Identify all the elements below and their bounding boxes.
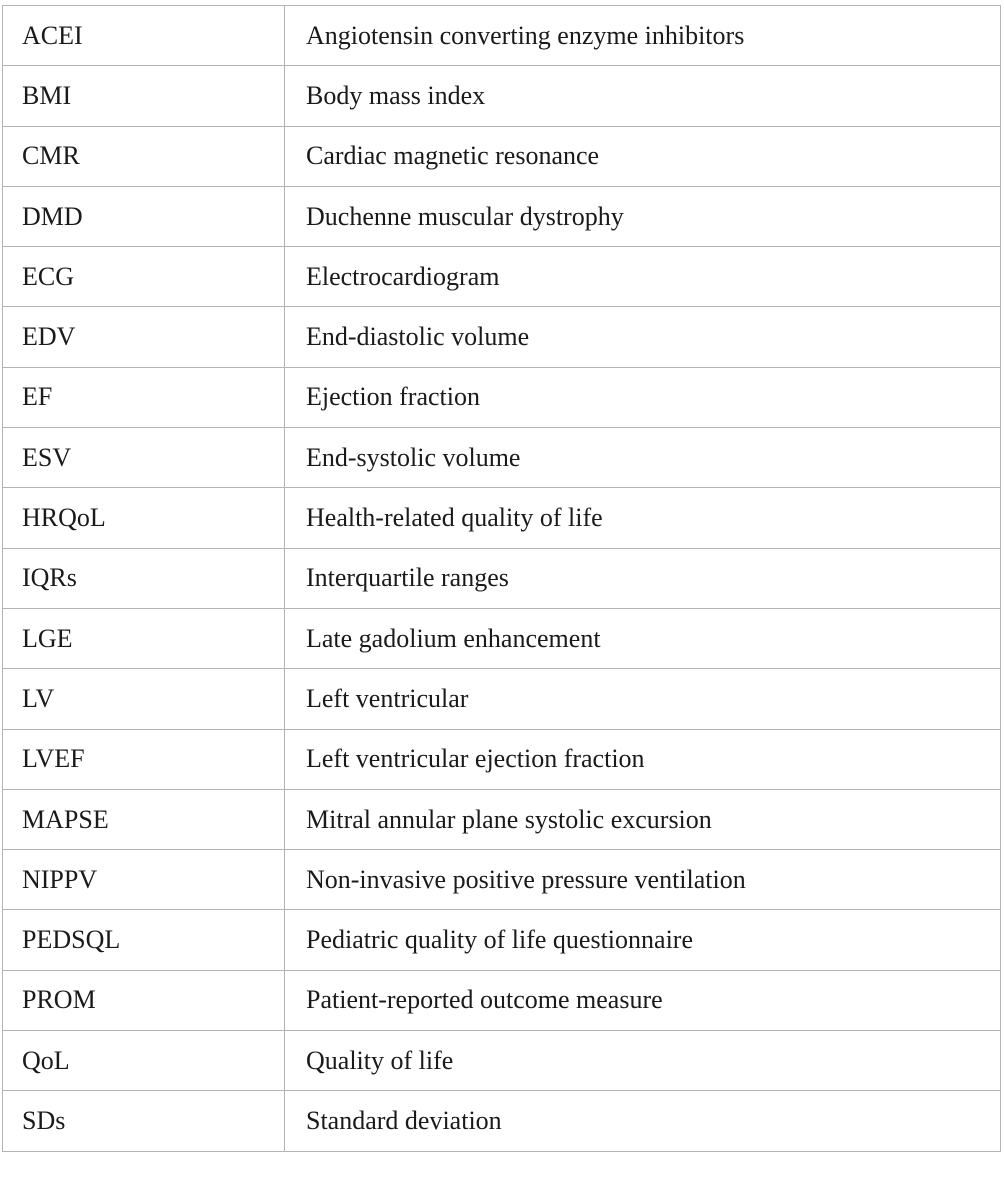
table-row [3,186,1001,246]
abbreviation-cell: NIPPV [3,850,285,910]
abbreviation-cell: IQRs [3,548,285,608]
definition-cell: Non-invasive positive pressure ventilation [285,850,1001,910]
abbreviation-cell: QoL [3,1031,285,1091]
abbreviation-cell: PEDSQL [3,910,285,970]
definition-cell: End-systolic volume [285,428,1001,488]
definition-cell: Mitral annular plane systolic excursion [285,789,1001,849]
definition-cell: Left ventricular [285,669,1001,729]
abbreviation-cell: CMR [3,126,285,186]
abbreviation-cell: LVEF [3,729,285,789]
table-row [3,850,1001,910]
table-row [3,6,1001,66]
table-row [3,307,1001,367]
table-row [3,608,1001,668]
table-row [3,1031,1001,1091]
definition-cell: End-diastolic volume [285,307,1001,367]
table-row [3,1091,1001,1151]
abbreviation-cell: ESV [3,428,285,488]
abbreviation-cell: MAPSE [3,789,285,849]
abbreviation-cell: DMD [3,186,285,246]
table-row [3,367,1001,427]
abbreviation-cell: PROM [3,970,285,1030]
table-row [3,428,1001,488]
abbreviation-cell: SDs [3,1091,285,1151]
table-row [3,548,1001,608]
abbreviation-cell: ACEI [3,6,285,66]
table-row [3,126,1001,186]
abbreviation-cell: HRQoL [3,488,285,548]
abbreviation-cell: LGE [3,608,285,668]
definition-cell: Ejection fraction [285,367,1001,427]
table-row [3,789,1001,849]
definition-cell: Electrocardiogram [285,247,1001,307]
table-row [3,910,1001,970]
definition-cell: Health-related quality of life [285,488,1001,548]
definition-cell: Interquartile ranges [285,548,1001,608]
abbreviations-table [2,5,1001,1152]
abbreviation-cell: LV [3,669,285,729]
table-row [3,488,1001,548]
definition-cell: Left ventricular ejection fraction [285,729,1001,789]
definition-cell: Late gadolium enhancement [285,608,1001,668]
definition-cell: Body mass index [285,66,1001,126]
abbreviation-cell: EDV [3,307,285,367]
definition-cell: Patient-reported outcome measure [285,970,1001,1030]
table-row [3,669,1001,729]
table-row [3,66,1001,126]
table-row [3,247,1001,307]
definition-cell: Duchenne muscular dystrophy [285,186,1001,246]
definition-cell: Standard deviation [285,1091,1001,1151]
table-row [3,970,1001,1030]
abbreviation-cell: ECG [3,247,285,307]
abbreviation-cell: BMI [3,66,285,126]
definition-cell: Angiotensin converting enzyme inhibitors [285,6,1001,66]
definition-cell: Quality of life [285,1031,1001,1091]
definition-cell: Pediatric quality of life questionnaire [285,910,1001,970]
definition-cell: Cardiac magnetic resonance [285,126,1001,186]
abbreviation-cell: EF [3,367,285,427]
table-body [3,6,1001,1152]
table-row [3,729,1001,789]
